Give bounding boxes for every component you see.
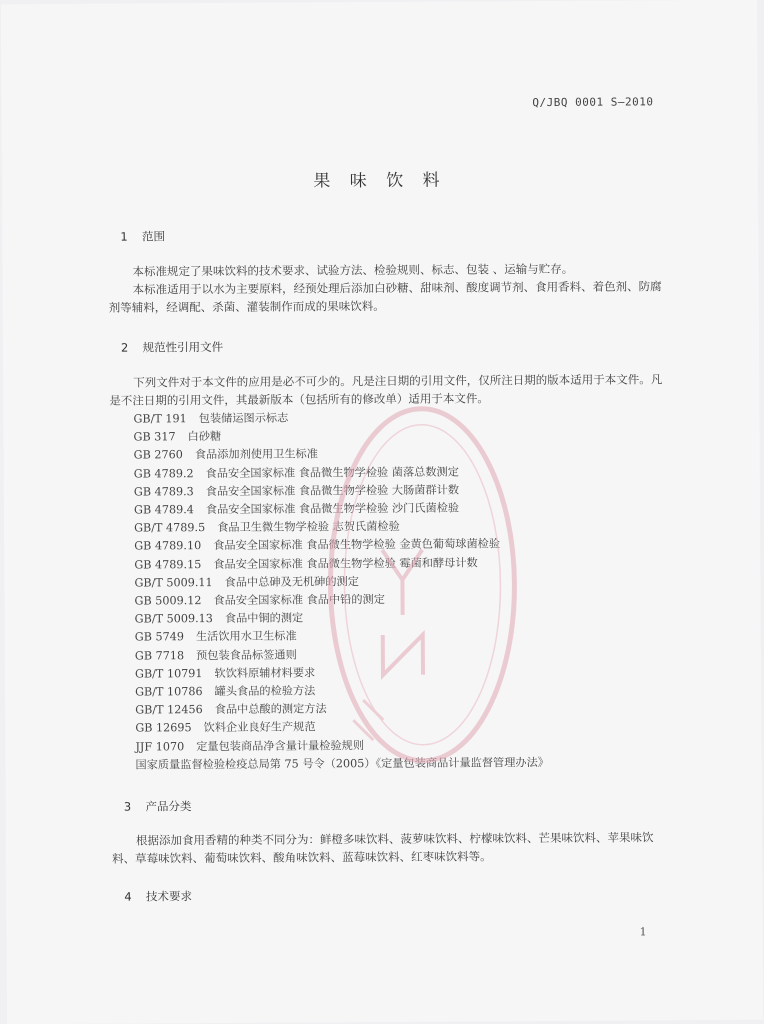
section-title: 规范性引用文件	[142, 339, 224, 355]
section-title: 范围	[141, 229, 166, 244]
reference-title: 定量包装商品净含量计量检验规则	[196, 738, 365, 753]
reference-code: GB 5749	[134, 630, 184, 644]
reference-title: 食品安全国家标准 食品微生物学检验 沙门氏菌检验	[205, 501, 460, 517]
reference-title: 食品安全国家标准 食品中铅的测定	[213, 593, 385, 608]
classification-paragraph: 根据添加食用香精的种类不同分为：鲜橙多味饮料、菠萝味饮料、柠檬味饮料、芒果味饮料、苹果味饮料、草莓味饮料、葡萄味饮料、酸角味饮料、蓝莓味饮料、红枣味饮料等。	[112, 830, 654, 866]
section-title: 技术要求	[145, 889, 193, 904]
section-heading-classification	[124, 798, 192, 814]
reference-code: GB 4789.2	[133, 466, 194, 481]
approval-stamp-icon	[321, 399, 523, 770]
reference-item-regulation: 国家质量监督检验检疫总局第 75 号令（2005）《定量包装商品计量监督管理办法》	[135, 755, 549, 772]
section-number: 4	[124, 889, 132, 904]
reference-code: GB 317	[133, 430, 176, 444]
reference-title: 食品中总砷及无机砷的测定	[224, 574, 359, 589]
reference-code: GB/T 191	[133, 412, 187, 426]
scope-paragraph-1: 本标准规定了果味饮料的技术要求、试验方法、检验规则、标志、包装 、运输与贮存。	[132, 261, 574, 279]
reference-title: 食品中总酸的测定方法	[214, 702, 327, 717]
reference-code: GB/T 5009.13	[134, 612, 213, 626]
reference-title: 食品安全国家标准 食品微生物学检验 金黄色葡萄球菌检验	[213, 537, 501, 553]
section-heading-technical	[124, 888, 192, 904]
reference-title: 食品安全国家标准 食品微生物学检验 大肠菌群计数	[205, 483, 460, 498]
reference-title: 食品安全国家标准 食品微生物学检验 霉菌和酵母计数	[213, 556, 478, 571]
reference-title: 罐头食品的检验方法	[214, 684, 316, 699]
reference-code: JJF 1070	[135, 739, 185, 754]
reference-code: GB 7718	[134, 648, 185, 663]
reference-code: GB/T 10786	[135, 685, 203, 699]
reference-title: 食品中铜的测定	[224, 611, 304, 626]
reference-code: GB 12695	[135, 721, 192, 735]
classification-text	[112, 828, 668, 867]
section-title: 产品分类	[145, 799, 192, 814]
scope-text	[108, 259, 664, 316]
reference-code: GB/T 5009.11	[134, 575, 213, 590]
reference-title: 包装储运图示标志	[198, 411, 289, 426]
reference-title: 食品安全国家标准 食品微生物学检验 菌落总数测定	[205, 465, 459, 480]
reference-code: GB/T 12456	[135, 703, 203, 717]
page-title: 果 味 饮 料	[313, 170, 447, 192]
reference-title: 食品卫生微生物学检验 志贺氏菌检验	[217, 520, 400, 535]
section-heading-scope	[120, 228, 165, 244]
reference-code: GB/T 10791	[134, 666, 203, 681]
section-heading-normative	[121, 339, 223, 356]
scope-paragraph-2: 本标准适用于以水为主要原料，经预处理后添加白砂糖、甜味剂、酸度调节剂、食用香料、着色剂、防腐剂等辅料，经调配、杀菌、灌装制作而成的果味饮料。	[108, 279, 662, 315]
reference-title: 食品添加剂使用卫生标准	[194, 447, 318, 462]
reference-code: GB 2760	[133, 448, 183, 462]
reference-title: 生活饮用水卫生标准	[195, 629, 297, 644]
reference-code: GB/T 4789.5	[134, 521, 206, 535]
reference-title: 软饮料原辅材料要求	[214, 666, 316, 680]
reference-code: GB 4789.3	[133, 484, 194, 499]
reference-title: 饮料企业良好生产规范	[203, 720, 316, 735]
reference-code: GB 4789.15	[134, 557, 202, 572]
reference-code: GB 4789.4	[133, 503, 194, 517]
section-number: 3	[123, 799, 132, 814]
normative-intro-paragraph: 下列文件对于本文件的应用是必不可少的。凡是注日期的引用文件，仅所注日期的版本适用于本文件。凡是不注日期的引用文件，其最新版本（包括所有的修改单）适用于本文件。	[109, 372, 663, 408]
page-number: 1	[639, 925, 647, 939]
reference-code: GB 4789.10	[134, 539, 202, 553]
document-page	[1, 0, 763, 1024]
section-number: 2	[120, 340, 129, 355]
document-code: Q/JBQ 0001 S—2010	[532, 95, 654, 110]
reference-title: 白砂糖	[187, 430, 222, 444]
reference-title: 预包装食品标签通则	[196, 648, 297, 662]
section-number: 1	[120, 229, 128, 244]
reference-code: GB 5009.12	[134, 594, 202, 608]
